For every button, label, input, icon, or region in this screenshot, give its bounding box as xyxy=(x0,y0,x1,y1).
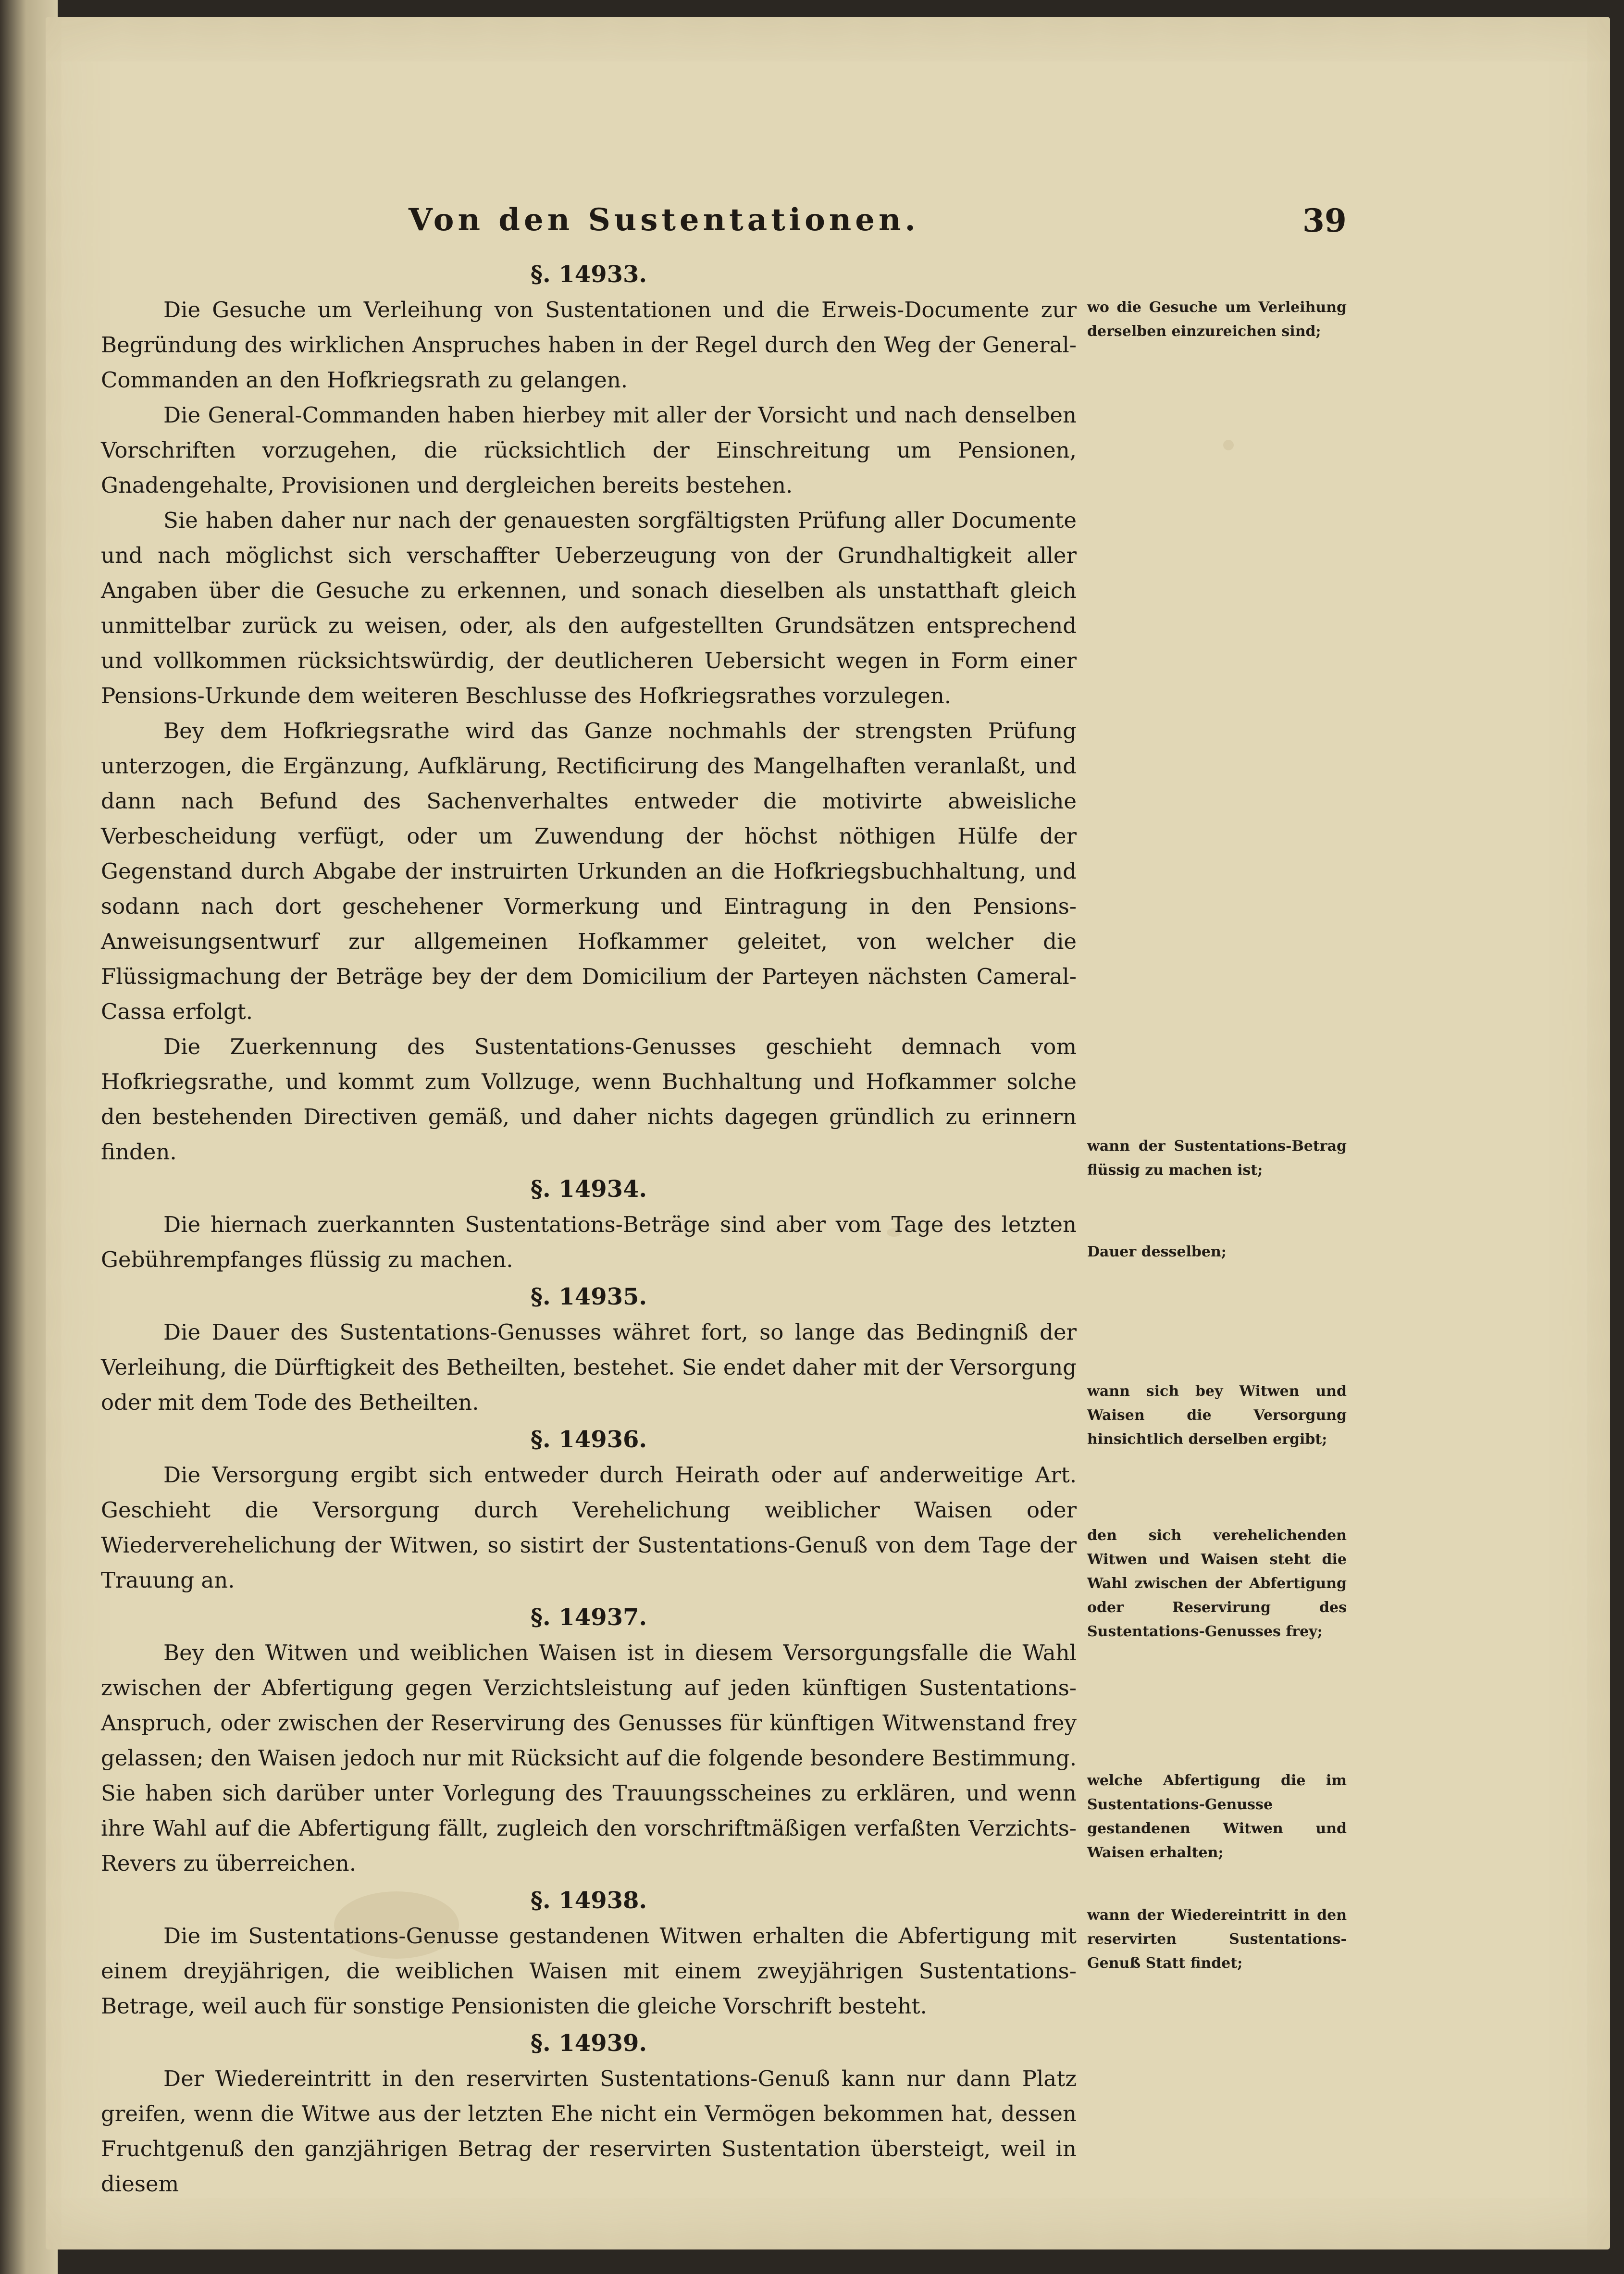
paragraph: Die im Sustentations-Genusse gestandenen Witwen erhalten die Abfertigung mit einem dreyjährigen, die weiblichen Waisen mit einem zweyjährigen Sustentations-Betrage, weil auch für sonstige Pensionisten die gleiche Vorschrift besteht. xyxy=(101,1923,1077,2019)
paragraph: Die Zuerkennung des Sustentations-Genusses geschieht demnach vom Hofkriegsrathe, und kommt zum Vollzuge, wenn Buchhaltung und Hofkammer solche den bestehenden Directiven gemäß, und daher nichts dagegen gründlich zu erinnern finden. xyxy=(101,1034,1077,1165)
paragraph: Die Gesuche um Verleihung von Sustentationen und die Erweis-Documente zur Begründung des wirklichen Anspruches haben in der Regel durch den Weg der General-Commanden an den Hofkriegsrath zu gelangen. xyxy=(101,297,1077,393)
running-title: Von den Sustentationen. xyxy=(409,202,919,238)
page-header xyxy=(101,202,1351,255)
paragraph: Die Dauer des Sustentations-Genusses währet fort, so lange das Bedingniß der Verleihung, die Dürftigkeit des Betheilten, bestehet. Sie endet daher mit der Versorgung oder mit dem Tode des Betheilten. xyxy=(101,1319,1077,1415)
main-text-column xyxy=(101,255,1077,2201)
marginal-note: den sich verehelichenden Witwen und Waisen steht die Wahl zwischen der Abfertigung oder Reservirung des Sustentations-Genusses frey; xyxy=(1087,1527,1347,1640)
marginal-note: Dauer desselben; xyxy=(1087,1243,1227,1260)
paragraph: Die Versorgung ergibt sich entweder durch Heirath oder auf anderweitige Art. Geschieht die Versorgung durch Verehelichung weiblicher Waisen oder Wiederverehelichung der Witwen, so sistirt der Sustentations-Genuß von dem Tage der Trauung an. xyxy=(101,1462,1077,1593)
section-number: §. 14939. xyxy=(530,2030,647,2057)
paragraph: Bey den Witwen und weiblichen Waisen ist in diesem Versorgungsfalle die Wahl zwischen der Abfertigung gegen Verzichtsleistung auf jeden künftigen Sustentations-Anspruch, oder zwischen der Reservirung des Genusses für künftigen Witwenstand frey gelassen; den Waisen jedoch nur mit Rücksicht auf die folgende besondere Bestimmung. Sie haben sich darüber unter Vorlegung des Trauungsscheines zu erklären, und wenn ihre Wahl auf die Abfertigung fällt, zugleich den vorschriftmäßigen verfaßten Verzichts-Revers zu überreichen. xyxy=(101,1640,1077,1876)
marginal-note: wann der Wiedereintritt in den reservirten Sustentations-Genuß Statt findet; xyxy=(1087,1907,1347,1972)
paragraph: Bey dem Hofkriegsrathe wird das Ganze nochmahls der strengsten Prüfung unterzogen, die Ergänzung, Aufklärung, Rectificirung des Mangelhaften veranlaßt, und dann nach Befund des Sachenverhaltes entweder die motivirte abweisliche Verbescheidung verfügt, oder um Zuwendung der höchst nöthigen Hülfe der Gegenstand durch Abgabe der instruirten Urkunden an die Hofkriegsbuchhaltung, und sodann nach dort geschehener Vormerkung und Eintragung in den Pensions-Anweisungsentwurf zur allgemeinen Hofkammer geleitet, von welcher die Flüssigmachung der Beträge bey der dem Domicilium der Parteyen nächsten Cameral-Cassa erfolgt. xyxy=(101,718,1077,1024)
section-number: §. 14938. xyxy=(530,1887,647,1914)
paragraph: Sie haben daher nur nach der genauesten sorgfältigsten Prüfung aller Documente und nach möglichst sich verschaffter Ueberzeugung von der Grundhaltigkeit aller Angaben über die Gesuche zu erkennen, und sonach dieselben als unstatthaft gleich unmittelbar zurück zu weisen, oder, als den aufgestellten Grundsätzen entsprechend und vollkommen rücksichtswürdig, der deutlicheren Uebersicht wegen in Form einer Pensions-Urkunde dem weiteren Beschlusse des Hofkriegsrathes vorzulegen. xyxy=(101,508,1077,708)
marginal-note: wann sich bey Witwen und Waisen die Versorgung hinsichtlich derselben ergibt; xyxy=(1087,1383,1347,1448)
section-number: §. 14935. xyxy=(530,1283,647,1310)
marginal-note: welche Abfertigung die im Sustentations-Genusse gestandenen Witwen und Waisen erhalten; xyxy=(1087,1772,1347,1861)
paragraph: Die General-Commanden haben hierbey mit aller der Vorsicht und nach denselben Vorschriften vorzugehen, die rücksichtlich der Einschreitung um Pensionen, Gnadengehalte, Provisionen und dergleichen bereits bestehen. xyxy=(101,402,1077,498)
paper-spot xyxy=(1223,440,1234,450)
section-number: §. 14937. xyxy=(530,1604,647,1631)
marginal-note: wo die Gesuche um Verleihung derselben einzureichen sind; xyxy=(1087,299,1347,340)
section-number: §. 14934. xyxy=(530,1176,647,1203)
paragraph: Die hiernach zuerkannten Sustentations-Beträge sind aber vom Tage des letzten Gebührempfanges flüssig zu machen. xyxy=(101,1212,1077,1272)
section-number: §. 14933. xyxy=(530,261,647,288)
paragraph: Der Wiedereintritt in den reservirten Sustentations-Genuß kann nur dann Platz greifen, wenn die Witwe aus der letzten Ehe nicht ein Vermögen bekommen hat, dessen Fruchtgenuß den ganzjährigen Betrag der reservirten Sustentation übersteigt, weil in diesem xyxy=(101,2066,1077,2197)
page-number: 39 xyxy=(1302,202,1347,239)
marginal-note: wann der Sustentations-Betrag flüssig zu machen ist; xyxy=(1087,1138,1347,1179)
section-number: §. 14936. xyxy=(530,1426,647,1453)
